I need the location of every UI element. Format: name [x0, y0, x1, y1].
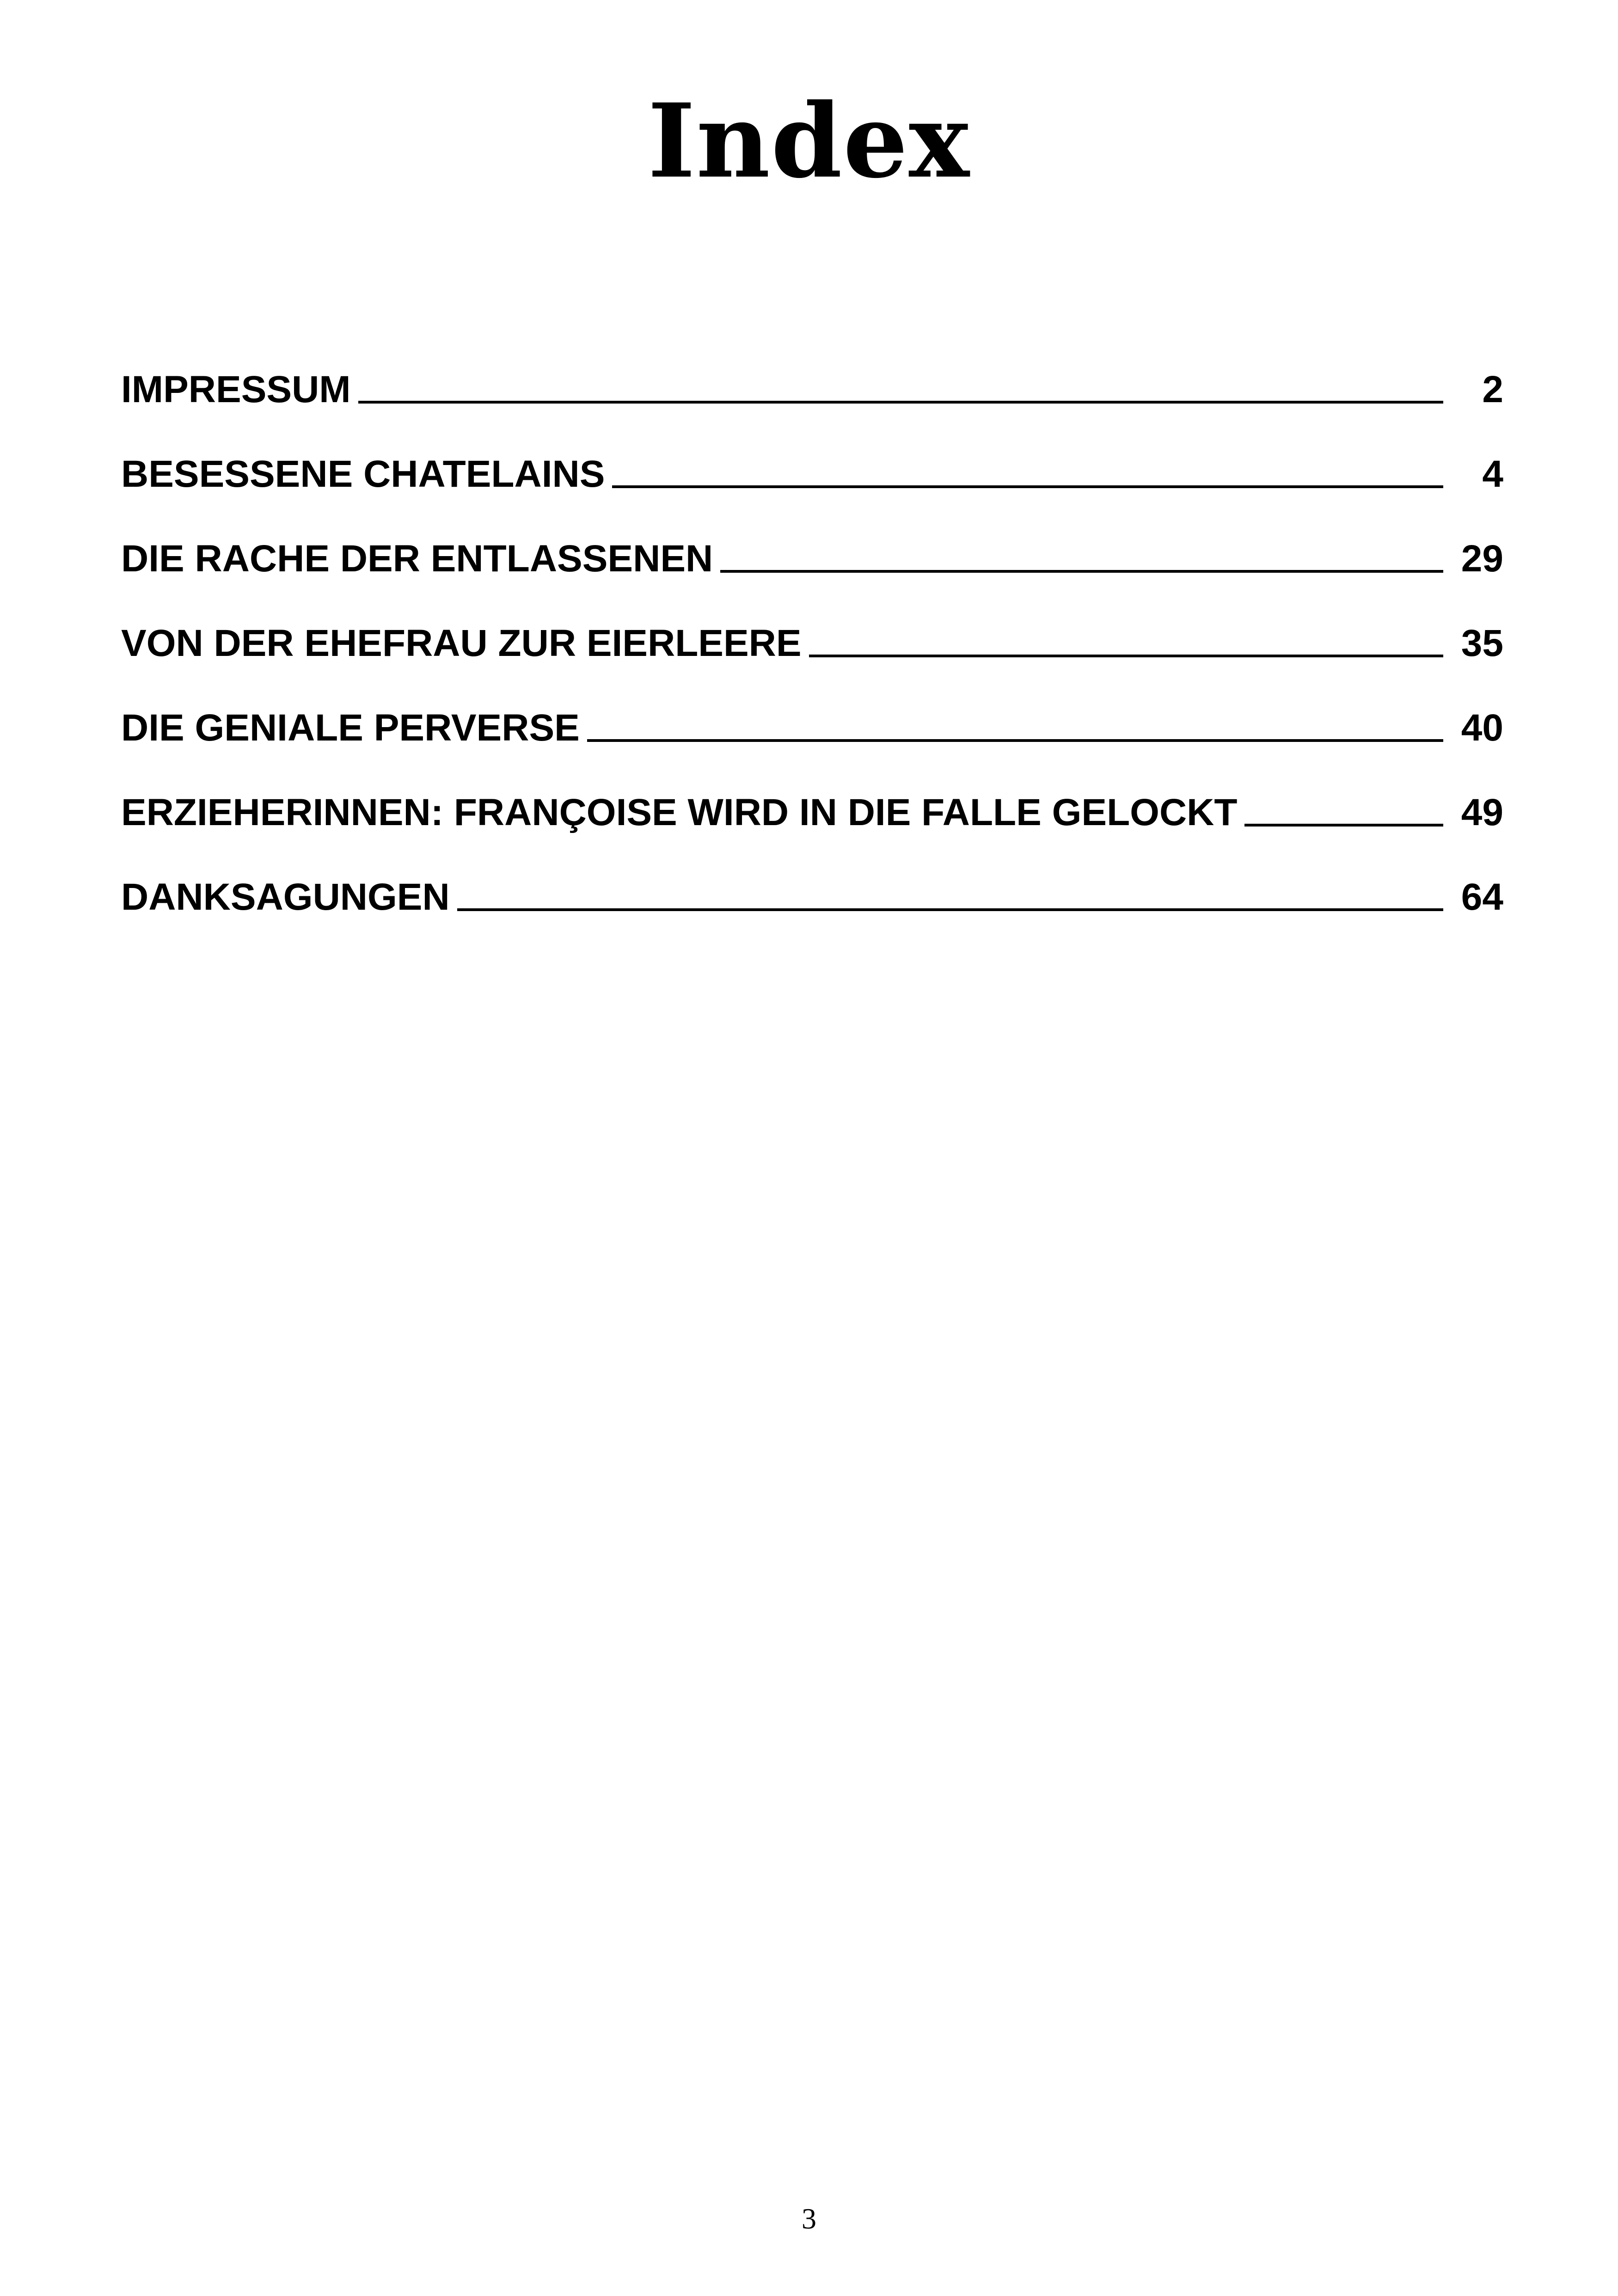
toc-entry-page: 35: [1461, 622, 1503, 664]
toc-leader-line: [720, 570, 1443, 573]
toc-entry-page: 2: [1482, 368, 1503, 410]
toc-entry[interactable]: [121, 328, 1503, 413]
toc-entry-page: 64: [1461, 876, 1503, 918]
toc-entry[interactable]: [121, 667, 1503, 751]
page-title: Index: [648, 81, 970, 201]
page-number: 3: [802, 2202, 816, 2235]
toc-entry-page: 49: [1461, 791, 1503, 833]
toc-entry-page: 4: [1482, 453, 1503, 495]
toc-entry-label: BESESSENE CHATELAINS: [121, 453, 605, 495]
table-of-contents: [121, 328, 1503, 920]
toc-entry-label: DIE GENIALE PERVERSE: [121, 707, 580, 749]
toc-entry[interactable]: [121, 582, 1503, 667]
toc-entry-label: DIE RACHE DER ENTLASSENEN: [121, 538, 713, 580]
toc-leader-line: [457, 908, 1443, 911]
toc-entry-label: ERZIEHERINNEN: FRANÇOISE WIRD IN DIE FALLE GELOCKT: [121, 791, 1238, 833]
toc-entry-label: VON DER EHEFRAU ZUR EIERLEERE: [121, 622, 802, 664]
toc-leader-line: [612, 485, 1443, 488]
toc-leader-line: [587, 739, 1443, 742]
toc-leader-line: [358, 401, 1443, 404]
toc-entry-page: 40: [1461, 707, 1503, 749]
toc-entry[interactable]: [121, 751, 1503, 836]
toc-entry[interactable]: [121, 413, 1503, 497]
toc-entry-page: 29: [1461, 538, 1503, 580]
toc-leader-line: [1244, 824, 1443, 827]
toc-entry[interactable]: [121, 497, 1503, 582]
toc-entry-label: DANKSAGUNGEN: [121, 876, 450, 918]
toc-entry[interactable]: [121, 836, 1503, 920]
toc-entry-label: IMPRESSUM: [121, 368, 351, 410]
toc-leader-line: [809, 655, 1443, 657]
